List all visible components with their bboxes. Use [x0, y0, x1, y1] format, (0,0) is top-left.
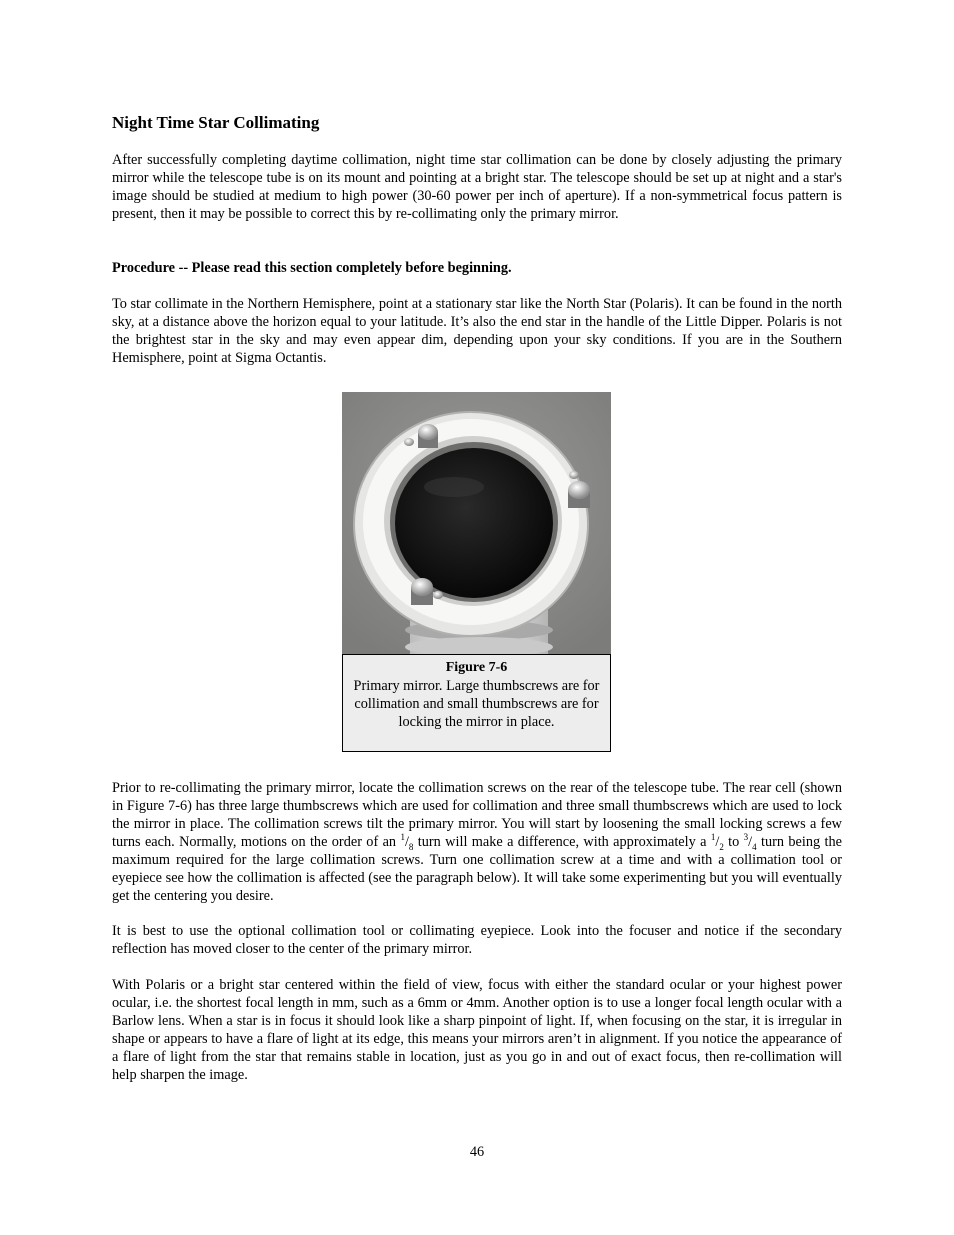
procedure-heading: Procedure -- Please read this section completely before beginning. [112, 260, 512, 276]
figure-7-6 [342, 392, 611, 753]
figure-caption [342, 654, 611, 752]
figure-title: Figure 7-6 [445, 660, 508, 675]
tool-paragraph: It is best to use the optional collimation tool or collimating eyepiece. Look into the focuser and notice if the secondary reflection has moved closer to the center of the primary mirror. [112, 923, 842, 957]
primary-mirror-photo [342, 392, 611, 655]
recollimate-paragraph: Prior to re-collimating the primary mirror, locate the collimation screws on the rear of the telescope tube. The rear cell (shown in Figure 7-6) has three large thumbscrews which are used for collimation and three small thumbscrews which are used to lock the mirror in place. The collimation screws tilt the primary mirror. You will start by loosening the small locking screws a few turns each. Normally, motions on the order of an $^1/_8$ turn will make a difference, with approximately a $^1/_2$ to $^3/_4$ turn being the maximum required for the large collimation screws. Turn one collimation screw at a time and with a collimation tool or eyepiece see how the collimation is affected (see the paragraph below). It will take some experimenting but you will eventually get the centering you desire. [112, 780, 842, 904]
figure-caption-text: Primary mirror. Large thumbscrews are for collimation and small thumbscrews are for locking the mirror in place. [353, 678, 600, 730]
section-heading: Night Time Star Collimating [112, 113, 320, 132]
polaris-paragraph: With Polaris or a bright star centered within the field of view, focus with either the standard ocular or your highest power ocular, i.e. the shortest focal length in mm, such as a 6mm or 4mm. Another option is to use a longer focal length ocular with a Barlow lens. When a star is in focus it should look like a sharp pinpoint of light. If, when focusing on the star, it is irregular in shape or appears to have a flare of light at its edge, this means your mirrors aren’t in alignment. If you notice the appearance of a flare of light from the star that remains stable in location, just as you go in and out of exact focus, then re-collimation will help sharpen the image. [112, 977, 842, 1083]
star-paragraph: To star collimate in the Northern Hemisphere, point at a stationary star like the North Star (Polaris). It can be found in the north sky, at a distance above the horizon equal to your latitude. It’s also the end star in the handle of the Little Dipper. Polaris is not the brightest star in the sky and may even appear dim, depending upon your sky conditions. If you are in the Southern Hemisphere, point at Sigma Octantis. [112, 296, 842, 366]
intro-paragraph: After successfully completing daytime collimation, night time star collimation can be done by closely adjusting the primary mirror while the telescope tube is on its mount and pointing at a bright star. The telescope should be set up at night and a star's image should be studied at medium to high power (30-60 power per inch of aperture). If a non-symmetrical focus pattern is present, then it may be possible to correct this by re-collimating only the primary mirror. [112, 152, 842, 222]
page-number: 46 [469, 1144, 485, 1160]
